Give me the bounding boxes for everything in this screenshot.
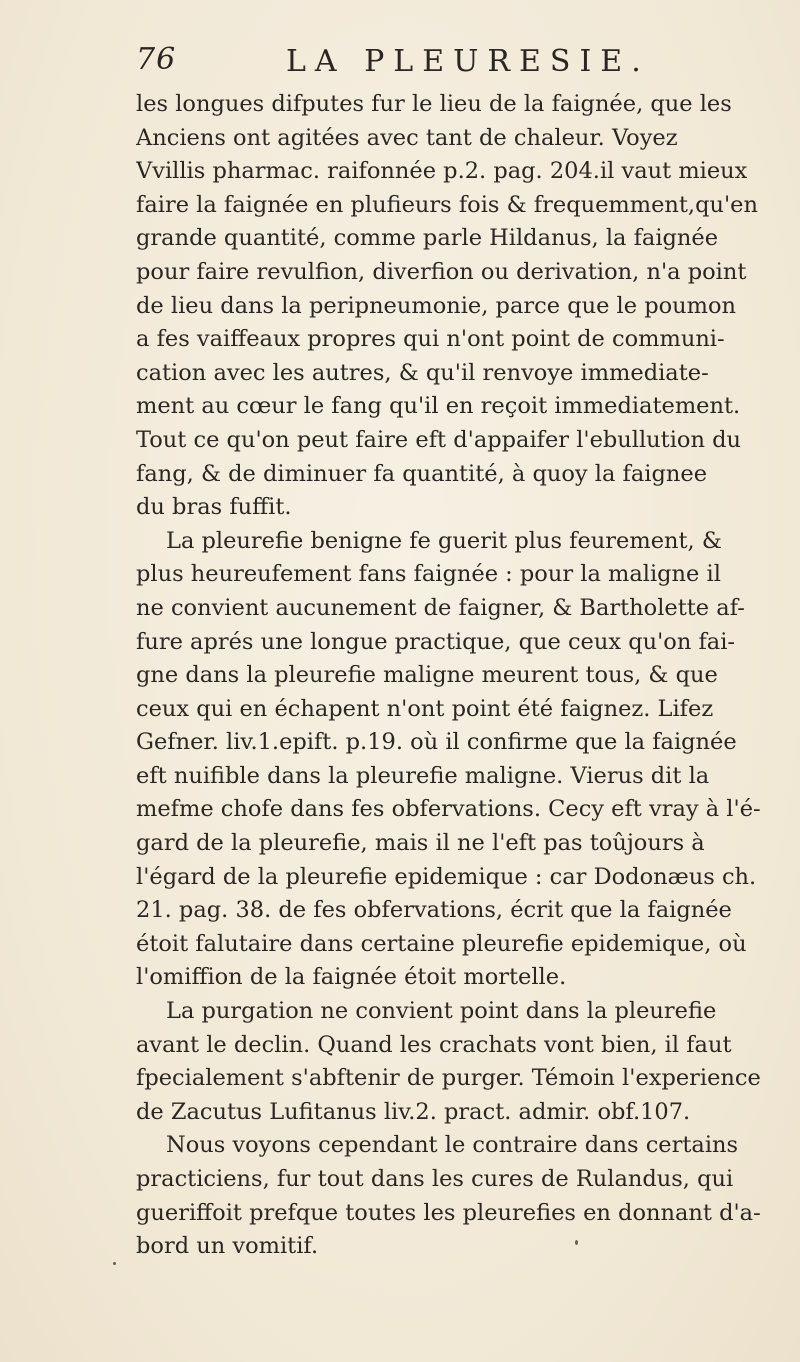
text-line: ment au cœur le fang qu'il en reçoit immediatement.	[136, 393, 741, 420]
text-line: practiciens, fur tout dans les cures de Rulandus, qui	[136, 1166, 734, 1192]
text-line: ne convient aucunement de faigner, & Bartholette af-	[136, 594, 745, 621]
text-line: Tout ce qu'on peut faire eft d'appaifer l'ebullution du	[136, 426, 741, 453]
text-line: Vvillis pharmac. raifonnée p.2. pag. 204.il vaut mieux	[136, 158, 748, 185]
body-text	[136, 88, 798, 1264]
text-line: fang, & de diminuer fa quantité, à quoy la faignee	[136, 460, 708, 487]
text-line: grande quantité, comme parle Hildanus, la faignée	[136, 225, 719, 252]
paragraph-start-line: Nous voyons cependant le contraire dans certains	[166, 1132, 739, 1159]
text-line: a fes vaiffeaux propres qui n'ont point de communi-	[136, 326, 725, 353]
text-line: fpecialement s'abftenir de purger. Témoin l'experience	[136, 1065, 761, 1092]
text-line: de Zacutus Lufitanus liv.2. pract. admir. obf.107.	[136, 1098, 691, 1125]
text-line: avant le declin. Quand les crachats vont bien, il faut	[136, 1031, 732, 1058]
text-line: Anciens ont agitées avec tant de chaleur. Voyez	[136, 124, 678, 151]
text-line: plus heureufement fans faignée : pour la maligne il	[136, 561, 721, 588]
page-number: 76	[136, 42, 177, 77]
text-line: faire la faignée en plufieurs fois & frequemment,qu'en	[136, 191, 758, 218]
text-line: gueriffoit prefque toutes les pleurefies en donnant d'a-	[136, 1199, 761, 1226]
text-line: mefme chofe dans fes obfervations. Cecy eft vray à l'é-	[136, 796, 761, 823]
text-line: gard de la pleurefie, mais il ne l'eft pas toûjours à	[136, 830, 705, 857]
text-line: gne dans la pleurefie maligne meurent tous, & que	[136, 662, 718, 689]
page-header	[136, 42, 748, 92]
text-line: pour faire revulfion, diverfion ou derivation, n'a point	[136, 258, 747, 285]
running-head: LA PLEURESIE.	[286, 44, 650, 79]
text-line: 21. pag. 38. de fes obfervations, écrit que la faignée	[136, 897, 732, 924]
text-line: l'omiffion de la faignée étoit mortelle.	[136, 964, 567, 991]
text-line: l'égard de la pleurefie epidemique : car Dodonæus ch.	[136, 863, 757, 890]
paper-speck	[113, 1262, 116, 1265]
text-line: eft nuifible dans la pleurefie maligne. Vierus dit la	[136, 762, 710, 789]
text-line: bord un vomitif.	[136, 1233, 319, 1260]
text-line: cation avec les autres, & qu'il renvoye immediate-	[136, 359, 709, 386]
paper-speck	[575, 1240, 578, 1245]
text-line: de lieu dans la peripneumonie, parce que le poumon	[136, 292, 737, 319]
text-line: étoit falutaire dans certaine pleurefie epidemique, où	[136, 930, 747, 957]
text-line: du bras fuffit.	[136, 494, 292, 521]
text-line: ceux qui en échapent n'ont point été faignez. Lifez	[136, 695, 714, 722]
paragraph-start-line: La pleurefie benigne fe guerit plus feurement, &	[166, 527, 722, 554]
text-line: les longues difputes fur le lieu de la faignée, que les	[136, 91, 732, 117]
text-line: fure aprés une longue practique, que ceux qu'on fai-	[136, 628, 736, 655]
paragraph-start-line: La purgation ne convient point dans la pleurefie	[166, 998, 717, 1025]
text-line: Gefner. liv.1.epift. p.19. où il confirme que la faignée	[136, 729, 737, 756]
